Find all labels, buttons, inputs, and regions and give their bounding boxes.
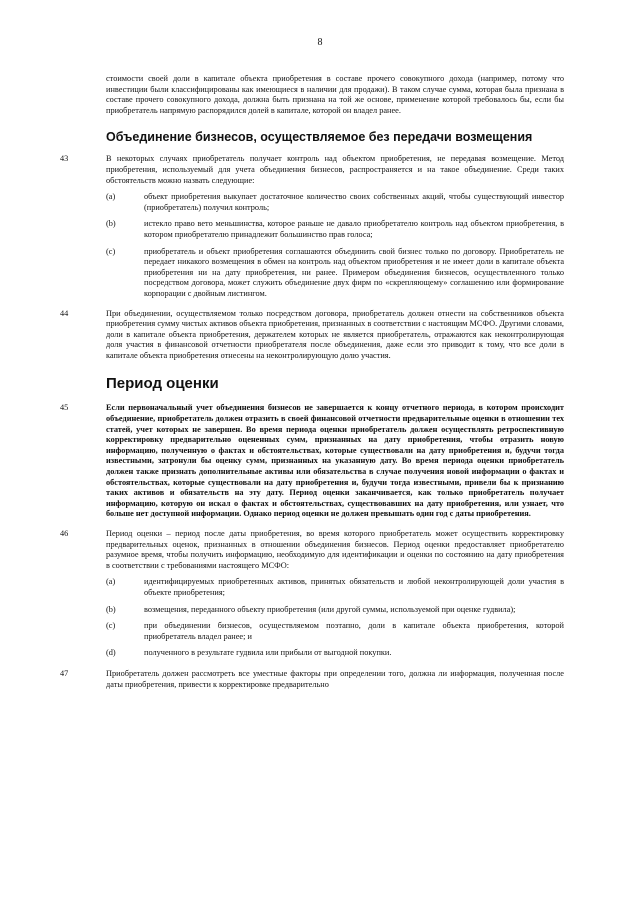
paragraph-number: 47 xyxy=(60,668,69,678)
list-item-text: возмещения, переданного объекту приобретения (или другой суммы, используемой при оценке гудвила); xyxy=(144,604,516,614)
list-item xyxy=(106,648,564,659)
section-heading-measurement-period: Период оценки xyxy=(106,375,219,393)
list-item-text: объект приобретения выкупает достаточное количество своих собственных акций, чтобы существующий инвестор (приобретатель) получил контроль; xyxy=(144,192,564,212)
paragraph-text: В некоторых случаях приобретатель получает контроль над объектом приобретения, не передавая возмещение. Метод приобретения, используемый для учета объединения бизнесов, распространяется и на такое объединение. Среди таких обстоятельств можно назвать следующие: xyxy=(106,154,564,185)
list-item-label: (a) xyxy=(106,577,116,587)
paragraph-46 xyxy=(60,529,564,659)
intro-paragraph: стоимости своей доли в капитале объекта приобретения в составе прочего совокупного дохода (например, потому что инвестиции были классифицированы как имеющиеся в наличии для продажи). В таком случае сумма, которая была признана в составе прочего совокупного дохода, должна быть признана на той же основе, применение которой требовалось бы, если бы приобретатель напрямую распорядился долей в капитале, которой он владел ранее. xyxy=(106,74,564,115)
page-number: 8 xyxy=(317,37,323,48)
paragraph-number: 43 xyxy=(60,154,69,164)
paragraph-44 xyxy=(60,309,564,362)
paragraph-text: Приобретатель должен рассмотреть все уместные факторы при определении того, должна ли информация, полученная после даты приобретения, привести к корректировке предварительно xyxy=(106,668,564,689)
list-item-label: (c) xyxy=(106,621,116,631)
list-item-text: полученного в результате гудвила или прибыли от выгодной покупки. xyxy=(144,648,392,658)
list-item-label: (a) xyxy=(106,192,116,202)
list-item-label: (c) xyxy=(106,246,116,256)
list-item xyxy=(106,219,564,240)
list-item xyxy=(106,577,564,598)
list-item-text: идентифицируемых приобретенных активов, принятых обязательств и любой неконтролирующей доли участия в объекте приобретения; xyxy=(144,577,564,597)
paragraph-45 xyxy=(60,403,564,520)
list-item-text: при объединении бизнесов, осуществляемом поэтапно, доли в капитале объекта приобретения, которой приобретатель владел ранее; и xyxy=(144,621,564,641)
list-item xyxy=(106,192,564,213)
page-content xyxy=(60,74,564,699)
list-item-label: (b) xyxy=(106,219,116,229)
paragraph-47 xyxy=(60,669,564,690)
list-item-label: (d) xyxy=(106,648,116,658)
paragraph-number: 44 xyxy=(60,308,69,318)
paragraph-text: Период оценки – период после даты приобретения, во время которого приобретатель может осуществить корректировку предварительных оценок, признанных в отношении объединения бизнесов. Период оценки предоставляет приобретателю разумное время, чтобы получить информацию, необходимую для идентификации и оценки по состоянию на дату приобретения в соответствии с требованиями настоящего МСФО: xyxy=(106,529,564,570)
paragraph-text: При объединении, осуществляемом только посредством договора, приобретатель должен отнести на собственников объекта приобретения сумму чистых активов объекта приобретения, признанных в соответствии с настоящим МСФО. Другими словами, доли в капитале объекта приобретения, держателем которых не является приобретатель, отражаются как неконтролирующая доля участия в финансовой отчетности приобретателя после объединения, даже если это приводит к тому, что все доли в капитале объекта приобретения отнесены на неконтролирующую долю участия. xyxy=(106,308,564,360)
list-item-label: (b) xyxy=(106,604,116,614)
paragraph-text-bold: Если первоначальный учет объединения бизнесов не завершается к концу отчетного периода, в котором происходит объединение, приобретатель должен отразить в своей финансовой отчетности предварительные оценки в отношении тех статей, учет которых не завершен. Во время периода оценки приобретатель должен осуществлять ретроспективную корректировку предварительно оцененных сумм, признанных на дату приобретения, чтобы отразить новую информацию, полученную о фактах и обстоятельствах, которые существовали на дату приобретения и, будучи тогда известными, затронули бы оценку сумм, признанных на указанную дату. Во время периода оценки приобретатель должен также признать дополнительные активы или обязательства в случае получения новой информации о фактах и обстоятельствах, которые существовали на дату приобретения и, будучи тогда известными, привели бы к признанию таких активов и обязательств на эту дату. Период оценки заканчивается, как только приобретатель получает информацию, которую он искал о фактах и обстоятельствах, существовавших на дату приобретения, или узнает, что больше нет доступной информации. Однако период оценки не должен превышать один год с даты приобретения. xyxy=(106,403,564,519)
list-item-text: истекло право вето меньшинства, которое раньше не давало приобретателю контроль над объектом приобретения, в котором приобретателю принадлежит большинство прав голоса; xyxy=(144,219,564,239)
section-heading-combination: Объединение бизнесов, осуществляемое без передачи возмещения xyxy=(106,130,533,145)
paragraph-number: 46 xyxy=(60,529,69,538)
intro-paragraph-block xyxy=(60,74,564,116)
paragraph-43 xyxy=(60,154,564,299)
list-item xyxy=(106,247,564,300)
paragraph-number: 45 xyxy=(60,403,69,413)
list-item xyxy=(106,605,564,616)
list-item-text: приобретатель и объект приобретения соглашаются объединить свой бизнес только по договору. Приобретатель не передает никакого возмещения в обмен на контроль над объектом приобретения и не имеет доли в капитале объекта приобретения ни на дату приобретения, ни ранее. Примером объединения бизнесов, осуществленного только посредством договора, может служить объединение двух фирм по «скрепляющему» соглашению или формирование корпорации с двойным листингом. xyxy=(144,246,564,298)
list-item xyxy=(106,621,564,642)
